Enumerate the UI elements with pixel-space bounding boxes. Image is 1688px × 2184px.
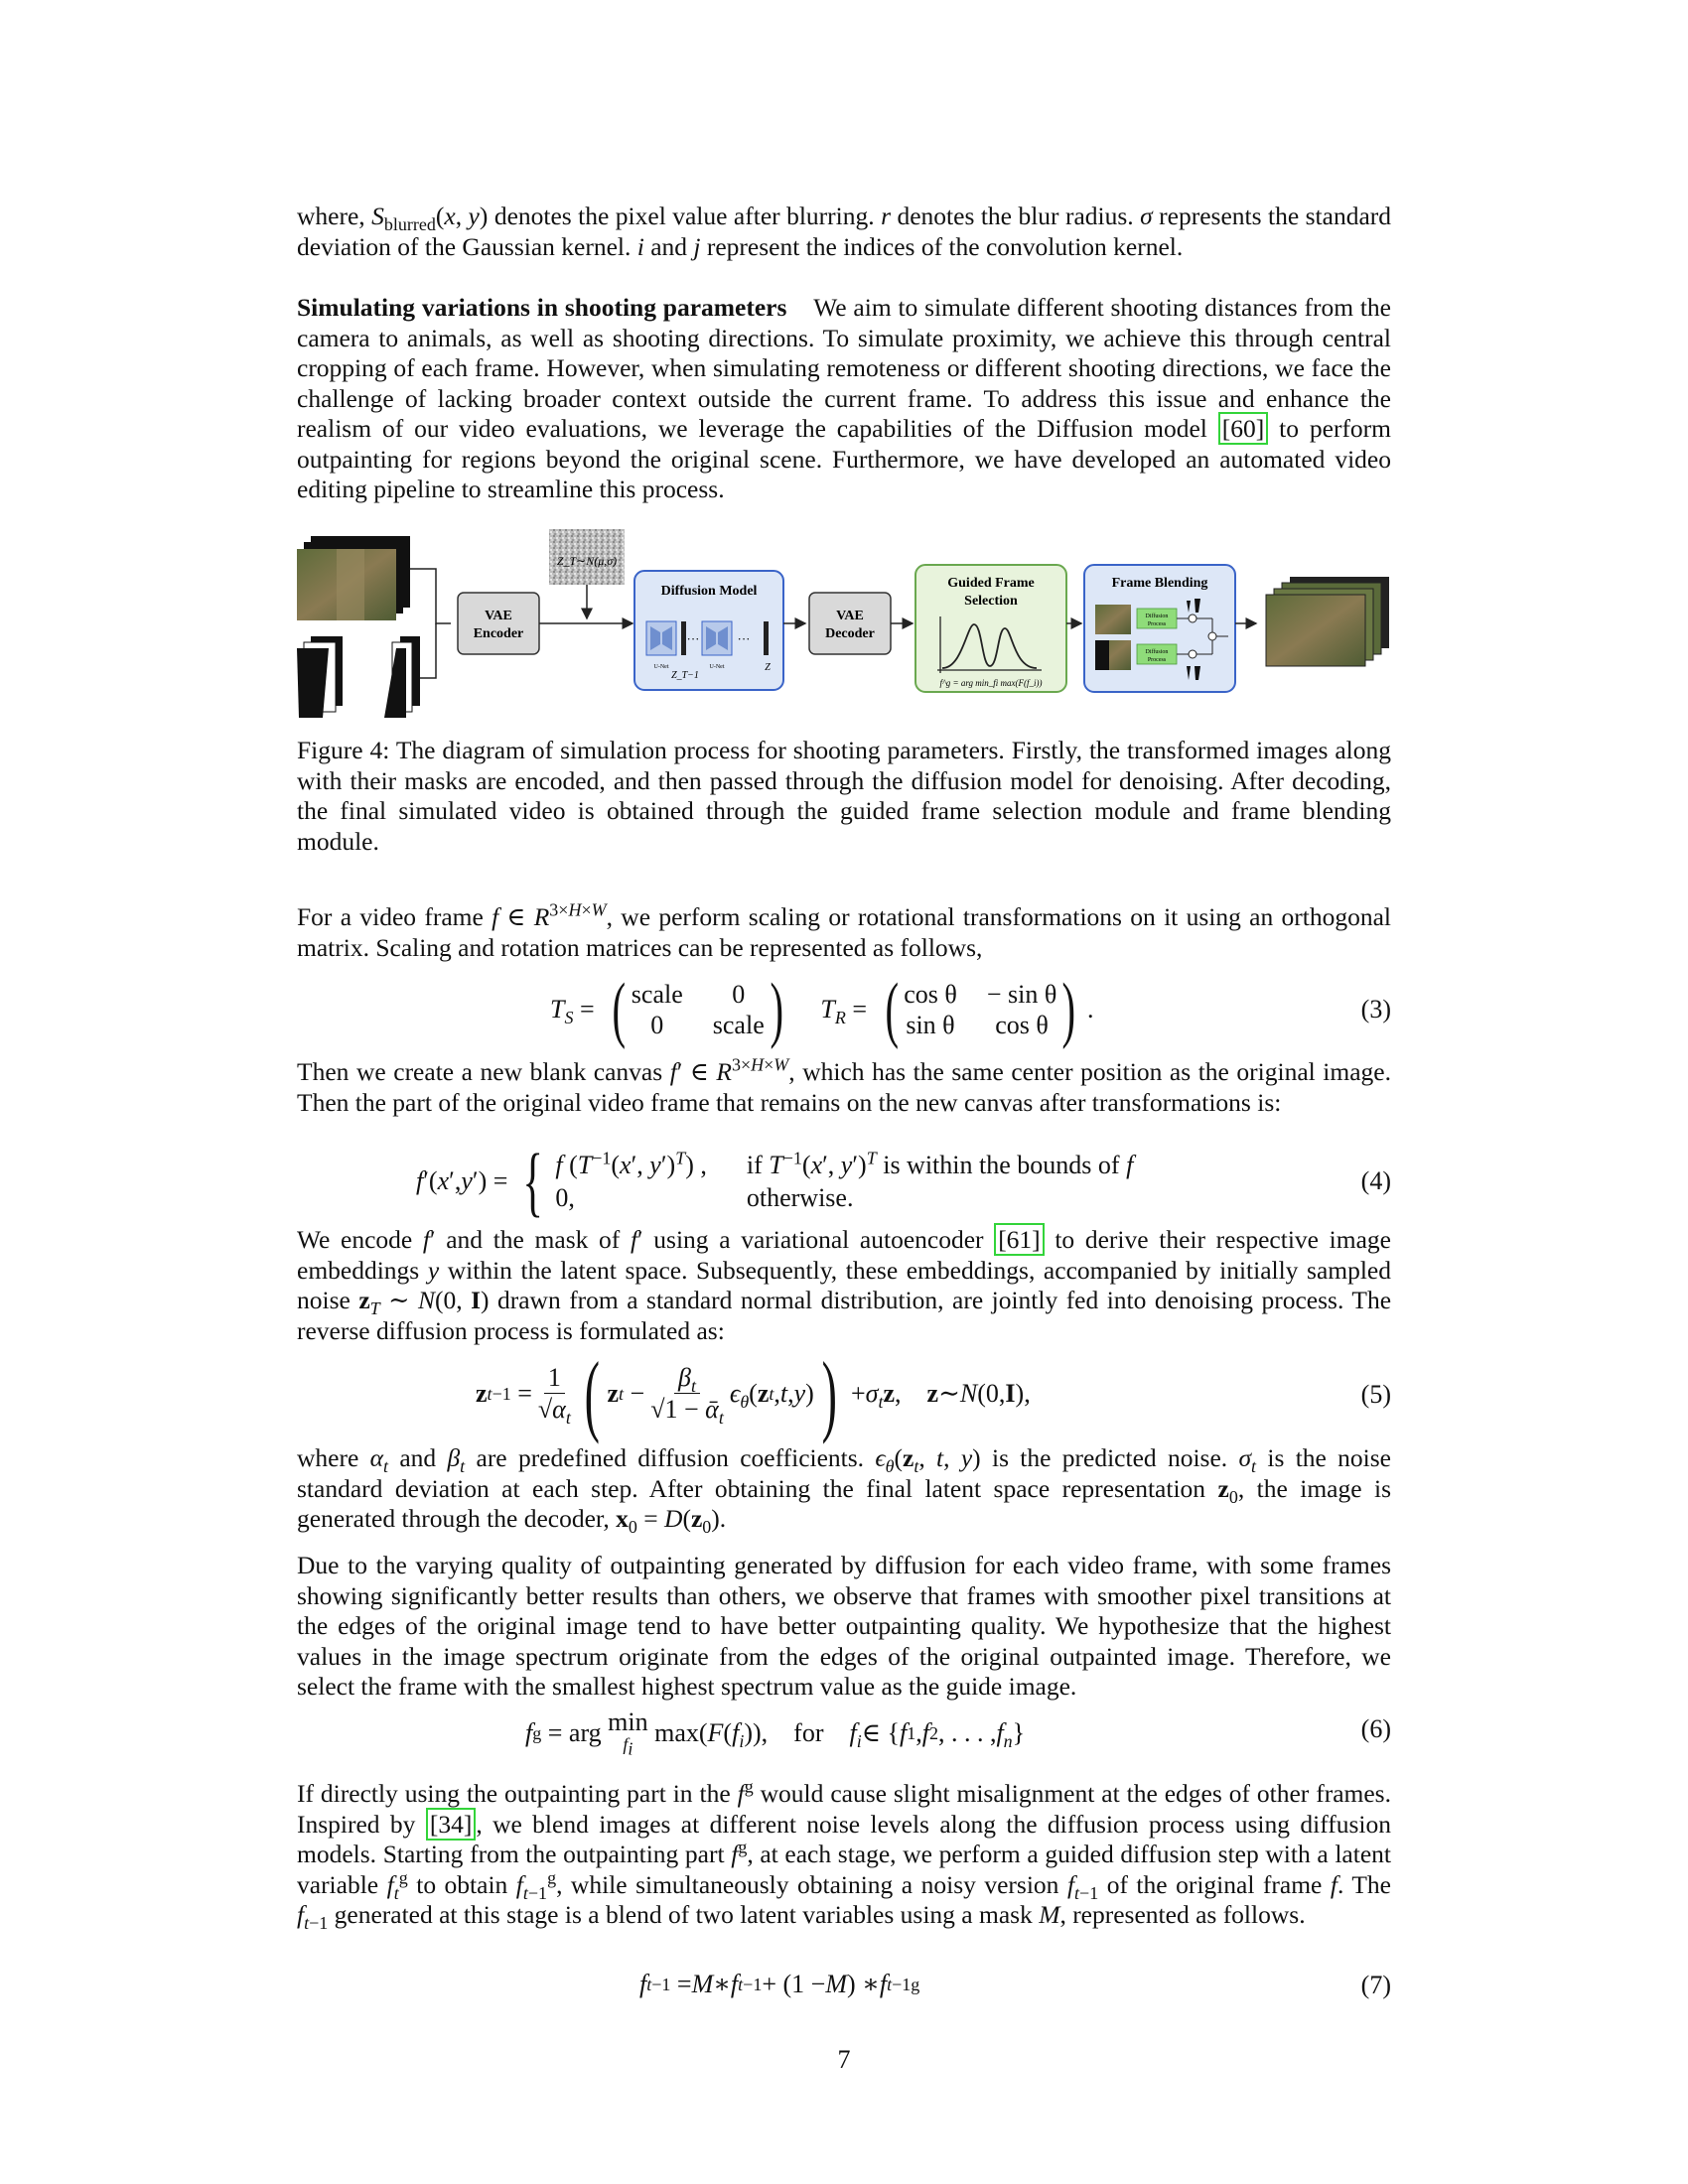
svg-text:Z_T−1: Z_T−1: [671, 670, 699, 681]
svg-text:Diffusion Model: Diffusion Model: [660, 584, 758, 599]
svg-text:Encoder: Encoder: [473, 626, 524, 641]
equation-6-number: (6): [1360, 1714, 1391, 1743]
paragraph-video-frame: For a video frame f ∈ $R^{3\times H\times W}$, we perform scaling or rotational transformations on it using an orthogonal matrix. Scaling and rotation matrices can be represented as follows,: [297, 899, 1391, 962]
page-number: 7: [837, 2045, 851, 2074]
svg-text:Process: Process: [1147, 657, 1167, 663]
equation-5: z t−1 = $\frac{1}{√\alpha_t}$ ( z t − $\frac{\beta_t}{√1 - ᾱ_t}$ $\epsilon_\theta$ ( z t , t , y ) ) + $\sigma_t$ z , z ∼ N (0, I ), (5): [476, 1343, 1391, 1444]
svg-text:Diffusion: Diffusion: [1145, 614, 1169, 619]
figure-4-diagram: [297, 529, 1391, 718]
vae-decoder-box: [809, 593, 891, 654]
input-frames: [297, 536, 410, 620]
svg-text:···: ···: [686, 631, 700, 646]
paragraph-encode: We encode f′ and the mask of f′ using a variational autoencoder [61] to derive their respective image embeddings y within the latent space. Subsequently, these embeddings, accompanied by initially sampled noise $z_T$ ∼ N(0, I) drawn from a standard normal distribution, are jointly fed into denoising process. The reverse diffusion process is formulated as:: [297, 1225, 1392, 1345]
vae-encoder-box: [458, 593, 539, 654]
guided-selection-formula: f^g = arg min_fi max(F(f_i)): [939, 678, 1043, 688]
equation-3: $T_S$ = ( scale 0 0 scale ) $T_R$ = ( cos θ − sin θ sin θ cos θ ) . (3): [550, 969, 1391, 1050]
mask-frames: [297, 636, 420, 718]
equation-4-number: (4): [1360, 1166, 1391, 1195]
svg-text:Frame Blending: Frame Blending: [1111, 576, 1208, 591]
svg-text:VAE: VAE: [836, 609, 864, 623]
paragraph-coefficients: where $\alpha_t$ and $\beta_t$ are predefined diffusion coefficients. $\epsilon_\theta(z_t$, t, y) is the predicted noise. $\sigma_t$ is the noise standard deviation at each step. After obtaining the final latent space representation $z_0$, the image is generated through the decoder, $x_0 = D(z_0)$.: [297, 1443, 1392, 1538]
svg-text:Diffusion: Diffusion: [1145, 649, 1169, 655]
paragraph-shooting-parameters: Simulating variations in shooting parameters We aim to simulate different shooting distances from the camera to animals, as well as shooting directions. To simulate proximity, we achieve this through central cropping of each frame. However, when simulating remoteness or different shooting directions, we face the challenge of lacking broader context outside the current frame. To address this issue and enhance the realism of our video evaluations, we leverage the capabilities of the Diffusion model [60] to perform outpainting for regions beyond the original scene. Furthermore, we have developed an automated video editing pipeline to streamline this process.: [297, 293, 1392, 503]
paragraph-outpainting-quality: Due to the varying quality of outpainting generated by diffusion for each video frame, with some frames showing significantly better results than others, we observe that frames with smoother pixel transitions at the edges of the original image tend to have better outpainting quality. We hypothesize that the highest values in the image spectrum originate from the edges of the original outpainted image. Therefore, we select the frame with the smallest highest spectrum value as the guide image.: [297, 1551, 1391, 1701]
svg-text:Z: Z: [765, 662, 771, 673]
svg-text:U-Net: U-Net: [653, 664, 669, 670]
svg-text:VAE: VAE: [485, 609, 512, 623]
paragraph-blending: If directly using the outpainting part in the $f^g$ would cause slight misalignment at the edges of other frames. Inspired by [34] , we blend images at different noise levels along the diffusion process using diffusion models. Starting from the outpainting part $f^g$, at each stage, we perform a guided diffusion step with a latent variable $f_t^g$ to obtain $f_{t-1}^g$, while simultaneously obtaining a noisy version $f_{t-1}$ of the original frame f. The $f_{t-1}$ generated at this stage is a blend of two latent variables using a mask M, represented as follows.: [297, 1776, 1392, 1934]
equation-3-number: (3): [1360, 995, 1391, 1024]
paragraph-blur-definition: where, $S_{blurred}(x$, y) denotes the pixel value after blurring. r denotes the blur radius. σ represents the standard deviation of the Gaussian kernel. i and j represent the indices of the convolution kernel.: [297, 202, 1392, 261]
svg-text:U-Net: U-Net: [709, 664, 725, 670]
svg-text:···: ···: [737, 631, 751, 646]
section-heading: Simulating variations in shooting parameters: [297, 293, 787, 322]
equation-7-number: (7): [1360, 1971, 1391, 1999]
citation-link-61[interactable]: [61]: [994, 1223, 1044, 1256]
figure-4-caption: Figure 4: The diagram of simulation process for shooting parameters. Firstly, the transformed images along with their masks are encoded, and then passed through the diffusion model for denoising. After decoding, the final simulated video is obtained through the guided frame selection module and frame blending module.: [297, 736, 1391, 856]
noise-label: Z_T∼N(μ,σ): [556, 554, 618, 568]
equation-6: f g = arg min $f_i$ max( F ( $f_i$ )), for $f_i$ ∈ { f 1 , f 2 , . . . , $f_n$ } (6): [525, 1707, 1391, 1759]
output-frames: [1266, 577, 1389, 666]
svg-text:Decoder: Decoder: [825, 626, 875, 641]
svg-text:Guided Frame: Guided Frame: [947, 576, 1035, 591]
equation-5-number: (5): [1360, 1380, 1391, 1409]
citation-link-60[interactable]: [60]: [1218, 412, 1268, 445]
svg-text:Process: Process: [1147, 621, 1167, 627]
citation-link-34[interactable]: [34]: [426, 1808, 476, 1841]
equation-4: f ′( x ′, y ′) = { f ($T^{-1}(x'$, y′)$^T$) , if $T^{-1}(x'$, y′)$^T$ is within the bounds of f 0, otherwise. (4): [416, 1138, 1391, 1224]
equation-7: f t−1 = M ∗ f t−1 + (1 − M ) ∗ f t−1 g (7): [639, 1970, 1391, 1999]
paragraph-new-canvas: Then we create a new blank canvas f′ ∈ $R^{3\times H\times W}$, which has the same center position as the original image. Then the part of the original video frame that remains on the new canvas after transformations is:: [297, 1054, 1391, 1117]
svg-text:Selection: Selection: [964, 594, 1018, 609]
